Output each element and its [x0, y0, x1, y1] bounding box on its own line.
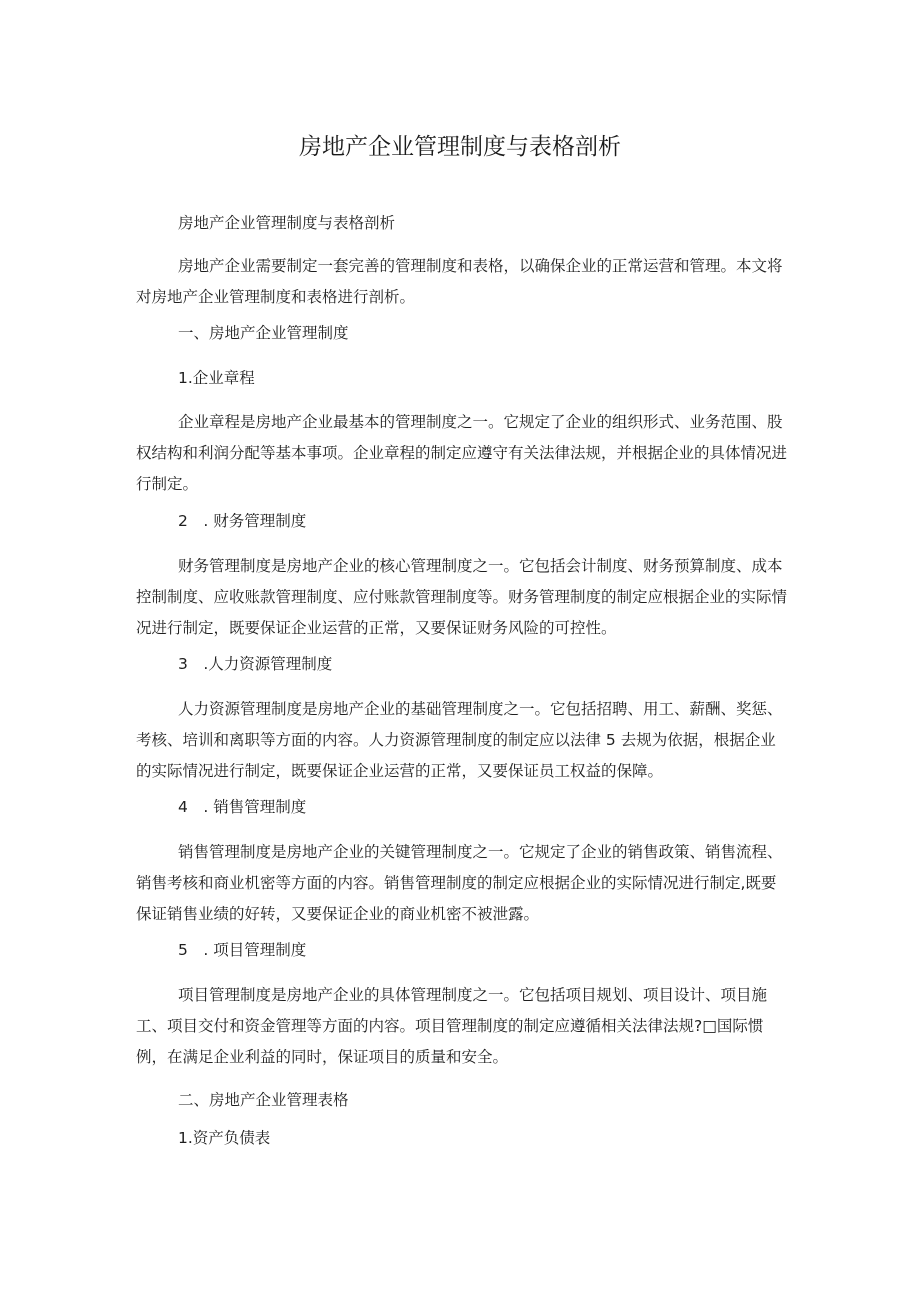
paragraph-line: 权结构和利润分配等基本事项。企业章程的制定应遵守有关法律法规，并根据企业的具体情况进 [136, 444, 788, 462]
item-heading-2: 2 . 财务管理制度 [178, 512, 307, 530]
item-paragraph-5 [136, 980, 786, 1073]
paragraph-line: 保证销售业绩的好转，又要保证企业的商业机密不被泄露。 [136, 905, 540, 923]
paragraph-line: 人力资源管理制度是房地产企业的基础管理制度之一。它包括招聘、用工、薪酬、奖惩、 [178, 700, 783, 718]
item-paragraph-2 [136, 551, 786, 644]
item-heading-1: 1.企业章程 [178, 369, 255, 387]
table-heading-1: 1.资产负债表 [178, 1129, 271, 1147]
paragraph-line: 行制定。 [136, 475, 199, 493]
paragraph-line: 况进行制定，既要保证企业运营的正常，又要保证财务风险的可控性。 [136, 619, 617, 637]
section-heading-2: 二、房地产企业管理表格 [178, 1091, 349, 1109]
item-heading-5: 5 . 项目管理制度 [178, 941, 307, 959]
document-title: 房地产企业管理制度与表格剖析 [299, 134, 621, 160]
paragraph-line: 考核、培训和离职等方面的内容。人力资源管理制度的制定应以法律 5 去规为依据，根据企业 [136, 731, 776, 749]
paragraph-line: 企业章程是房地产企业最基本的管理制度之一。它规定了企业的组织形式、业务范围、股 [178, 413, 783, 431]
item-paragraph-1 [136, 407, 786, 500]
document-subtitle: 房地产企业管理制度与表格剖析 [178, 214, 396, 232]
paragraph-line: 项目管理制度是房地产企业的具体管理制度之一。它包括项目规划、项目设计、项目施 [178, 986, 768, 1004]
paragraph-line: 销售管理制度是房地产企业的关键管理制度之一。它规定了企业的销售政策、销售流程、 [178, 843, 783, 861]
paragraph-line: 的实际情况进行制定，既要保证企业运营的正常，又要保证员工权益的保障。 [136, 762, 664, 780]
paragraph-line: 对房地产企业管理制度和表格进行剖析。 [136, 288, 416, 306]
paragraph-line: 财务管理制度是房地产企业的核心管理制度之一。它包括会计制度、财务预算制度、成本 [178, 557, 783, 575]
item-paragraph-3 [136, 694, 786, 787]
paragraph-line: 控制制度、应收账款管理制度、应付账款管理制度等。财务管理制度的制定应根据企业的实际情 [136, 588, 788, 606]
item-heading-4: 4 . 销售管理制度 [178, 798, 307, 816]
paragraph-line: 工、项目交付和资金管理等方面的内容。项目管理制度的制定应遵循相关法律法规?□国际惯 [136, 1017, 764, 1035]
paragraph-line: 销售考核和商业机密等方面的内容。销售管理制度的制定应根据企业的实际情况进行制定,既要 [136, 874, 777, 892]
paragraph-line: 房地产企业需要制定一套完善的管理制度和表格，以确保企业的正常运营和管理。本文将 [178, 257, 783, 275]
paragraph-line: 例，在满足企业利益的同时，保证项目的质量和安全。 [136, 1048, 509, 1066]
item-heading-3: 3 .人力资源管理制度 [178, 655, 333, 673]
intro-paragraph [136, 251, 786, 313]
section-heading-1: 一、房地产企业管理制度 [178, 324, 349, 342]
item-paragraph-4 [136, 837, 786, 930]
